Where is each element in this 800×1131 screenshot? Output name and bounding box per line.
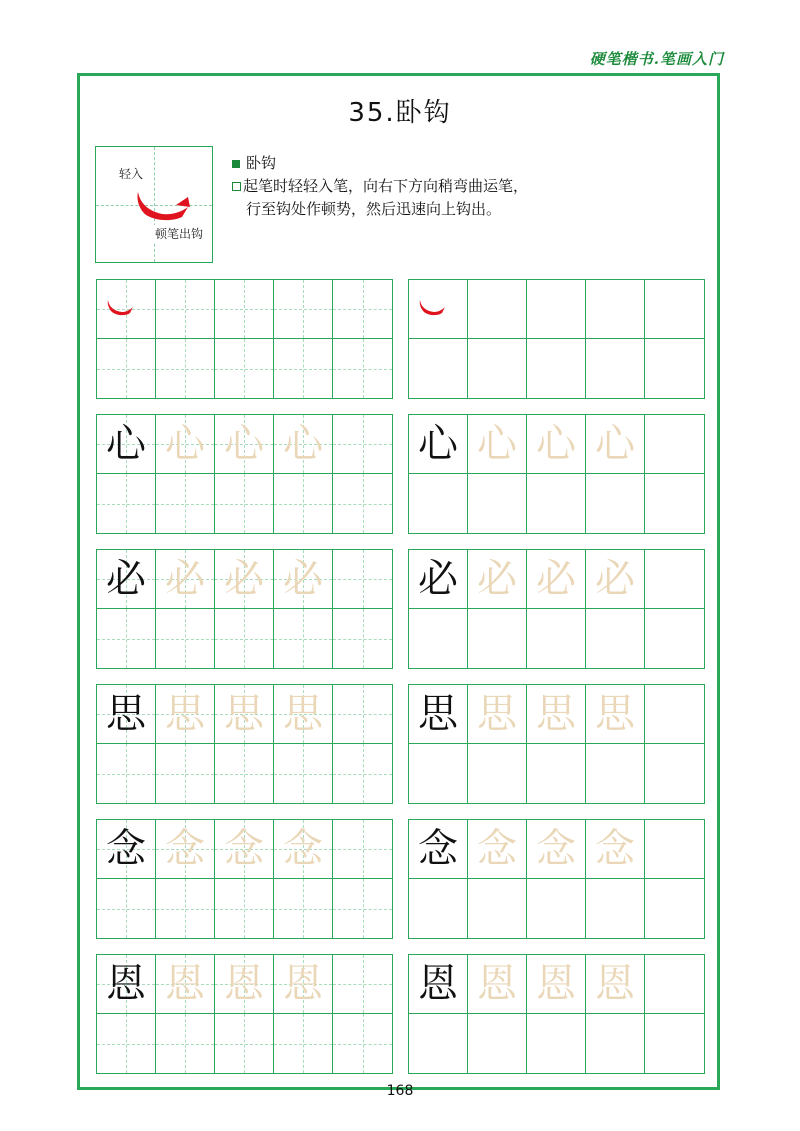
writing-cell[interactable] — [586, 744, 645, 803]
description-line-1 — [232, 175, 528, 198]
writing-cell[interactable] — [409, 609, 468, 668]
trace-character: 心 — [477, 421, 517, 467]
model-character: 思 — [418, 691, 458, 737]
writing-cell[interactable] — [215, 744, 274, 803]
writing-cell[interactable] — [333, 609, 392, 668]
writing-cell[interactable] — [215, 550, 274, 609]
writing-cell[interactable] — [527, 955, 586, 1014]
empty-square-icon — [232, 182, 241, 191]
practice-grid — [408, 279, 705, 399]
practice-grid — [408, 684, 705, 804]
trace-character: 必 — [536, 556, 576, 602]
writing-cell[interactable] — [527, 339, 586, 398]
writing-cell[interactable] — [274, 339, 333, 398]
writing-cell[interactable] — [215, 879, 274, 938]
writing-cell[interactable] — [274, 609, 333, 668]
writing-cell[interactable] — [468, 1014, 527, 1073]
writing-cell[interactable] — [645, 879, 704, 938]
trace-character: 必 — [165, 556, 205, 602]
writing-cell[interactable] — [97, 415, 156, 474]
trace-character: 思 — [165, 691, 205, 737]
trace-character: 心 — [283, 421, 323, 467]
filled-square-icon — [232, 160, 240, 168]
writing-cell[interactable] — [156, 474, 215, 533]
writing-cell[interactable] — [215, 1014, 274, 1073]
description-line-2: 行至钩处作顿势，然后迅速向上钩出。 — [246, 200, 502, 218]
writing-cell[interactable] — [333, 879, 392, 938]
writing-cell[interactable] — [274, 474, 333, 533]
writing-cell[interactable] — [215, 609, 274, 668]
writing-cell[interactable] — [156, 879, 215, 938]
writing-cell[interactable] — [97, 339, 156, 398]
writing-cell[interactable] — [645, 474, 704, 533]
practice-grid — [96, 549, 393, 669]
practice-grid — [408, 414, 705, 534]
writing-cell[interactable] — [527, 685, 586, 744]
wogou-stroke-icon — [98, 288, 138, 328]
model-character: 必 — [106, 556, 146, 602]
writing-cell[interactable] — [586, 1014, 645, 1073]
exit-label: 顿笔出钩 — [155, 227, 204, 241]
trace-character: 念 — [283, 826, 323, 872]
writing-cell[interactable] — [333, 744, 392, 803]
practice-grid — [96, 279, 393, 399]
trace-character: 心 — [165, 421, 205, 467]
writing-cell[interactable] — [409, 955, 468, 1014]
writing-cell[interactable] — [215, 474, 274, 533]
writing-cell[interactable] — [333, 685, 392, 744]
writing-cell[interactable] — [215, 820, 274, 879]
writing-cell[interactable] — [645, 415, 704, 474]
writing-cell[interactable] — [409, 1014, 468, 1073]
writing-cell[interactable] — [333, 955, 392, 1014]
writing-cell[interactable] — [645, 744, 704, 803]
writing-cell[interactable] — [645, 820, 704, 879]
writing-cell[interactable] — [645, 685, 704, 744]
writing-cell[interactable] — [468, 550, 527, 609]
writing-cell[interactable] — [409, 744, 468, 803]
writing-cell[interactable] — [274, 879, 333, 938]
model-character: 心 — [418, 421, 458, 467]
practice-grid — [96, 819, 393, 939]
writing-cell[interactable] — [586, 474, 645, 533]
writing-cell[interactable] — [586, 415, 645, 474]
trace-character: 必 — [595, 556, 635, 602]
writing-cell[interactable] — [274, 550, 333, 609]
writing-cell[interactable] — [586, 685, 645, 744]
writing-cell[interactable] — [274, 1014, 333, 1073]
writing-cell[interactable] — [409, 820, 468, 879]
writing-cell[interactable] — [645, 280, 704, 339]
writing-cell[interactable] — [97, 474, 156, 533]
writing-cell[interactable] — [468, 280, 527, 339]
writing-cell[interactable] — [156, 955, 215, 1014]
writing-cell[interactable] — [586, 550, 645, 609]
writing-cell[interactable] — [215, 415, 274, 474]
writing-cell[interactable] — [468, 415, 527, 474]
trace-character: 念 — [536, 826, 576, 872]
writing-cell[interactable] — [333, 474, 392, 533]
writing-cell[interactable] — [468, 744, 527, 803]
writing-cell[interactable] — [97, 685, 156, 744]
writing-cell[interactable] — [156, 550, 215, 609]
writing-cell[interactable] — [97, 280, 156, 339]
writing-cell[interactable] — [527, 879, 586, 938]
book-title: 硬笔楷书.笔画入门 — [589, 50, 724, 68]
entry-label: 轻入 — [119, 167, 144, 181]
trace-character: 恩 — [165, 961, 205, 1007]
writing-cell[interactable] — [333, 1014, 392, 1073]
page-title: 35.卧钩 — [348, 98, 452, 128]
writing-cell[interactable] — [645, 955, 704, 1014]
trace-character: 恩 — [595, 961, 635, 1007]
writing-cell[interactable] — [409, 474, 468, 533]
writing-cell[interactable] — [156, 280, 215, 339]
writing-cell[interactable] — [527, 744, 586, 803]
writing-cell[interactable] — [156, 685, 215, 744]
writing-cell[interactable] — [586, 955, 645, 1014]
writing-cell[interactable] — [274, 415, 333, 474]
writing-cell[interactable] — [468, 474, 527, 533]
writing-cell[interactable] — [274, 820, 333, 879]
writing-cell[interactable] — [97, 609, 156, 668]
trace-character: 思 — [283, 691, 323, 737]
description-text-1: 起笔时轻轻入笔，向右下方向稍弯曲运笔， — [243, 177, 529, 195]
practice-grid — [96, 414, 393, 534]
writing-cell[interactable] — [645, 1014, 704, 1073]
writing-cell[interactable] — [333, 415, 392, 474]
writing-cell[interactable] — [645, 339, 704, 398]
writing-cell[interactable] — [527, 550, 586, 609]
writing-cell[interactable] — [409, 685, 468, 744]
model-character: 必 — [418, 556, 458, 602]
model-character: 思 — [106, 691, 146, 737]
trace-character: 念 — [224, 826, 264, 872]
trace-character: 恩 — [477, 961, 517, 1007]
trace-character: 心 — [595, 421, 635, 467]
writing-cell[interactable] — [468, 339, 527, 398]
stroke-name-heading — [232, 152, 528, 175]
trace-character: 必 — [283, 556, 323, 602]
writing-cell[interactable] — [333, 550, 392, 609]
writing-cell[interactable] — [97, 1014, 156, 1073]
writing-cell[interactable] — [468, 609, 527, 668]
trace-character: 念 — [595, 826, 635, 872]
writing-cell[interactable] — [586, 820, 645, 879]
model-character: 心 — [106, 421, 146, 467]
writing-cell[interactable] — [274, 685, 333, 744]
trace-character: 思 — [224, 691, 264, 737]
model-character: 念 — [418, 826, 458, 872]
trace-character: 念 — [477, 826, 517, 872]
writing-cell[interactable] — [468, 879, 527, 938]
writing-cell[interactable] — [156, 339, 215, 398]
writing-cell[interactable] — [527, 820, 586, 879]
trace-character: 思 — [595, 691, 635, 737]
writing-cell[interactable] — [586, 609, 645, 668]
stroke-demo-box — [95, 146, 213, 263]
writing-cell[interactable] — [527, 474, 586, 533]
trace-character: 恩 — [283, 961, 323, 1007]
writing-cell[interactable] — [274, 955, 333, 1014]
writing-cell[interactable] — [409, 879, 468, 938]
writing-cell[interactable] — [468, 955, 527, 1014]
writing-cell[interactable] — [215, 280, 274, 339]
writing-cell[interactable] — [586, 879, 645, 938]
writing-cell[interactable] — [409, 415, 468, 474]
wogou-stroke-icon — [96, 147, 214, 264]
writing-cell[interactable] — [409, 550, 468, 609]
writing-cell[interactable] — [274, 280, 333, 339]
writing-cell[interactable] — [409, 280, 468, 339]
writing-cell[interactable] — [97, 879, 156, 938]
writing-cell[interactable] — [156, 1014, 215, 1073]
model-character: 恩 — [106, 961, 146, 1007]
writing-cell[interactable] — [586, 339, 645, 398]
practice-grid — [96, 684, 393, 804]
trace-character: 心 — [224, 421, 264, 467]
writing-cell[interactable] — [645, 550, 704, 609]
trace-character: 必 — [477, 556, 517, 602]
practice-grid — [408, 549, 705, 669]
writing-cell[interactable] — [156, 820, 215, 879]
trace-character: 念 — [165, 826, 205, 872]
writing-cell[interactable] — [333, 339, 392, 398]
trace-character: 恩 — [224, 961, 264, 1007]
writing-cell[interactable] — [527, 1014, 586, 1073]
stroke-description — [232, 152, 528, 221]
writing-cell[interactable] — [215, 339, 274, 398]
page-number: 168 — [386, 1083, 414, 1099]
writing-cell[interactable] — [645, 609, 704, 668]
writing-cell[interactable] — [527, 415, 586, 474]
writing-cell[interactable] — [409, 339, 468, 398]
model-character: 念 — [106, 826, 146, 872]
writing-cell[interactable] — [333, 820, 392, 879]
writing-cell[interactable] — [97, 550, 156, 609]
trace-character: 思 — [477, 691, 517, 737]
writing-cell[interactable] — [156, 415, 215, 474]
wogou-stroke-icon — [410, 288, 450, 328]
writing-cell[interactable] — [97, 820, 156, 879]
writing-cell[interactable] — [586, 280, 645, 339]
writing-cell[interactable] — [156, 744, 215, 803]
writing-cell[interactable] — [97, 955, 156, 1014]
model-character: 恩 — [418, 961, 458, 1007]
trace-character: 思 — [536, 691, 576, 737]
writing-cell[interactable] — [156, 609, 215, 668]
practice-grid — [96, 954, 393, 1074]
writing-cell[interactable] — [333, 280, 392, 339]
writing-cell[interactable] — [468, 820, 527, 879]
writing-cell[interactable] — [468, 685, 527, 744]
writing-cell[interactable] — [215, 955, 274, 1014]
trace-character: 心 — [536, 421, 576, 467]
trace-character: 恩 — [536, 961, 576, 1007]
writing-cell[interactable] — [527, 609, 586, 668]
practice-grid — [408, 954, 705, 1074]
stroke-name: 卧钩 — [246, 154, 277, 172]
writing-cell[interactable] — [274, 744, 333, 803]
writing-cell[interactable] — [97, 744, 156, 803]
writing-cell[interactable] — [215, 685, 274, 744]
trace-character: 必 — [224, 556, 264, 602]
writing-cell[interactable] — [527, 280, 586, 339]
practice-grid — [408, 819, 705, 939]
